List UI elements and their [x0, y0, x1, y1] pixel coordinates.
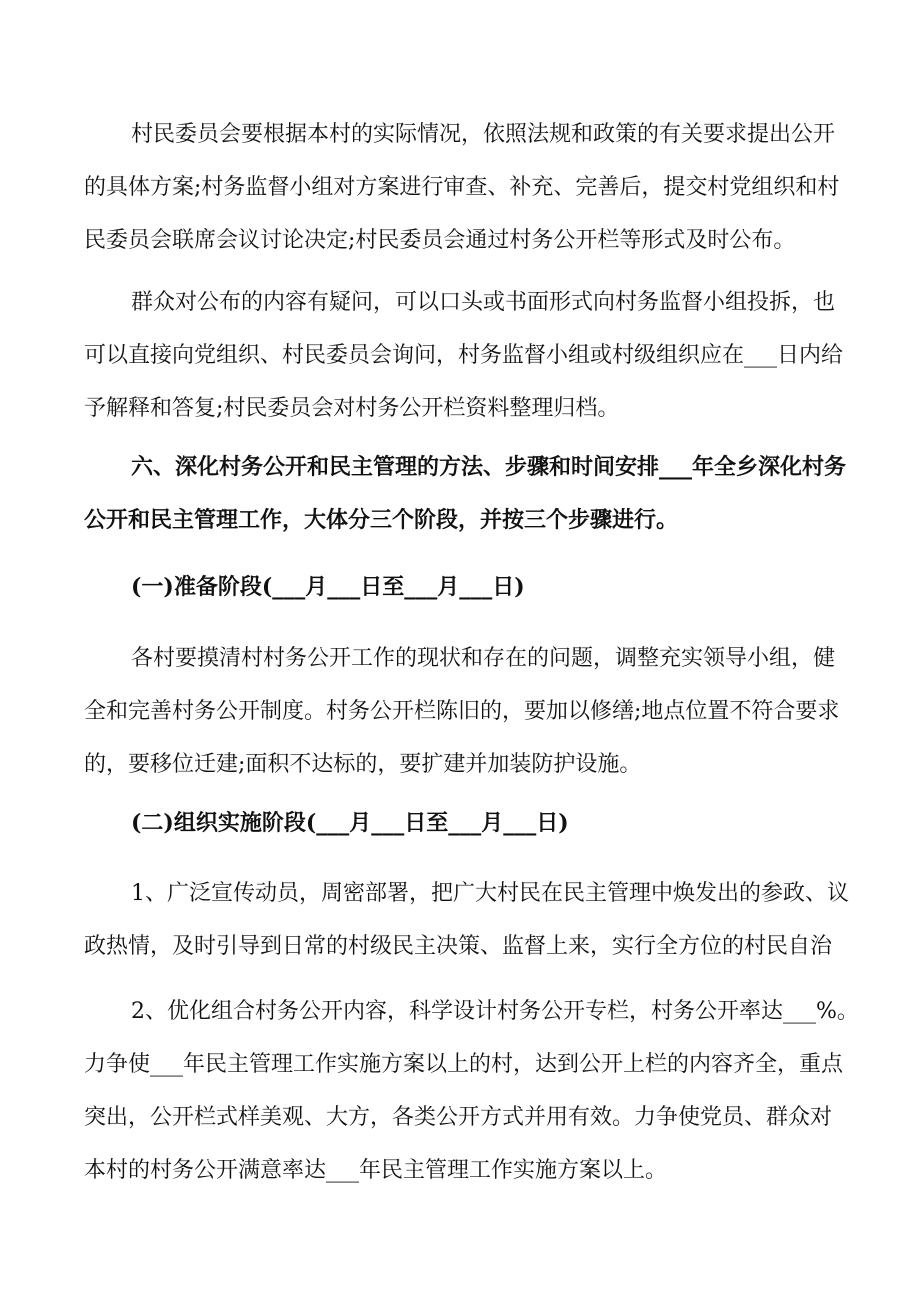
text-line: 突出，公开栏式样美观、大方，各类公开方式并用有效。力争使党员、群众对 — [84, 1105, 833, 1130]
text-line: 六、深化村务公开和民主管理的方法、步骤和时间安排___年全乡深化村务 — [131, 454, 847, 480]
text-line: 力争使___年民主管理工作实施方案以上的村，达到公开上栏的内容齐全，重点 — [84, 1052, 844, 1077]
section-heading-six — [84, 441, 847, 547]
text-line: (二)组织实施阶段(___月___日至___月___日) — [131, 810, 569, 836]
text-line: 的具体方案;村务监督小组对方案进行审查、补充、完善后，提交村党组织和村 — [84, 175, 840, 200]
text-line: (一)准备阶段(___月___日至___月___日) — [131, 574, 525, 600]
text-line: 1、广泛宣传动员，周密部署，把广大村民在民主管理中焕发出的参政、议 — [131, 881, 849, 906]
text-line: 本村的村务公开满意率达___年民主管理工作实施方案以上。 — [84, 1158, 668, 1183]
text-line: 民委员会联席会议讨论决定;村民委员会通过村务公开栏等形式及时公布。 — [84, 228, 796, 253]
text-line: 村民委员会要根据本村的实际情况，依照法规和政策的有关要求提出公开 — [131, 122, 836, 147]
text-line: 的，要移位迁建;面积不达标的，要扩建并加装防护设施。 — [84, 752, 642, 777]
subheading-implementation-stage — [84, 797, 844, 850]
paragraph-item-2 — [84, 985, 859, 1197]
text-line: 可以直接向党组织、村民委员会询问，村务监督小组或村级组织应在___日内给 — [84, 343, 844, 368]
text-line: 群众对公布的内容有疑问，可以口头或书面形式向村务监督小组投拆，也 — [131, 290, 836, 315]
text-line: 公开和民主管理工作，大体分三个阶段，并按三个步骤进行。 — [84, 507, 679, 533]
text-line: 各村要摸清村村务公开工作的现状和存在的问题，调整充实领导小组，健 — [131, 646, 836, 671]
paragraph-preparation-details — [84, 632, 844, 791]
text-line: 2、优化组合村务公开内容，科学设计村务公开专栏，村务公开率达___%。 — [131, 999, 859, 1024]
text-line: 予解释和答复;村民委员会对村务公开栏资料整理归档。 — [84, 396, 620, 421]
paragraph-public-inquiry — [84, 276, 844, 435]
text-line: 全和完善村务公开制度。村务公开栏陈旧的，要加以修缮;地点位置不符合要求 — [84, 699, 840, 724]
subheading-preparation-stage — [84, 561, 844, 614]
paragraph-item-1 — [84, 867, 849, 973]
text-line: 政热情，及时引导到日常的村级民主决策、监督上来，实行全方位的村民自治 — [84, 934, 833, 959]
paragraph-proposal-procedure — [84, 108, 844, 267]
